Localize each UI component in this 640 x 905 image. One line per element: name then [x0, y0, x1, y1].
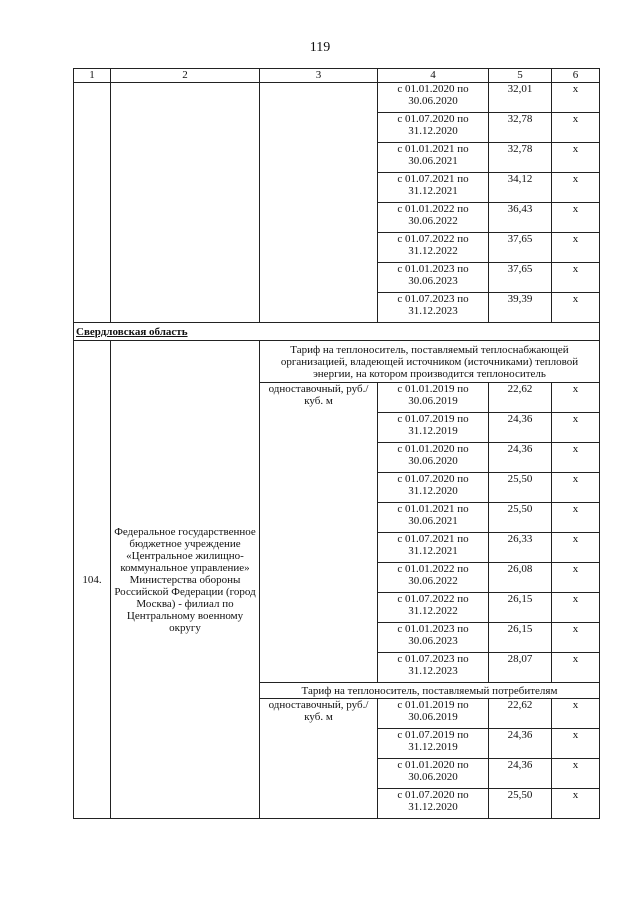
- entry-number: 104.: [74, 341, 111, 819]
- period-cell: с 01.01.2022 по 30.06.2022: [378, 203, 489, 233]
- value-cell: 26,33: [489, 533, 552, 563]
- value-cell: 24,36: [489, 413, 552, 443]
- period-cell: с 01.07.2020 по 31.12.2020: [378, 473, 489, 503]
- mark-cell: х: [552, 83, 600, 113]
- value-cell: 26,15: [489, 593, 552, 623]
- column-header: 5: [489, 69, 552, 83]
- period-cell: с 01.01.2019 по 30.06.2019: [378, 699, 489, 729]
- tariff-title: Тариф на теплоноситель, поставляемый теплоснабжающей организацией, владеющей источником (источниками) тепловой энергии, на котором производится теплоноситель: [260, 341, 600, 383]
- header-row: [74, 69, 600, 83]
- mark-cell: х: [552, 473, 600, 503]
- page-number: 119: [309, 40, 331, 55]
- value-cell: 28,07: [489, 653, 552, 683]
- value-cell: 39,39: [489, 293, 552, 323]
- period-cell: с 01.07.2019 по 31.12.2019: [378, 413, 489, 443]
- mark-cell: х: [552, 623, 600, 653]
- mark-cell: х: [552, 593, 600, 623]
- period-cell: с 01.07.2020 по 31.12.2020: [378, 789, 489, 819]
- column-header: 3: [260, 69, 378, 83]
- type-cell: [260, 83, 378, 323]
- mark-cell: х: [552, 293, 600, 323]
- period-cell: с 01.07.2021 по 31.12.2021: [378, 173, 489, 203]
- value-cell: 24,36: [489, 443, 552, 473]
- value-cell: 26,08: [489, 563, 552, 593]
- mark-cell: х: [552, 413, 600, 443]
- mark-cell: х: [552, 563, 600, 593]
- region-name: Свердловская область: [76, 325, 188, 338]
- column-header: 4: [378, 69, 489, 83]
- mark-cell: х: [552, 653, 600, 683]
- value-cell: 25,50: [489, 503, 552, 533]
- value-cell: 37,65: [489, 263, 552, 293]
- period-cell: с 01.07.2020 по 31.12.2020: [378, 113, 489, 143]
- period-cell: с 01.07.2023 по 31.12.2023: [378, 293, 489, 323]
- number-cell: [74, 83, 111, 323]
- mark-cell: х: [552, 789, 600, 819]
- mark-cell: х: [552, 173, 600, 203]
- tariff-type: одноставочный, руб./куб. м: [260, 383, 378, 683]
- mark-cell: х: [552, 143, 600, 173]
- region-cell: [74, 323, 600, 341]
- value-cell: 36,43: [489, 203, 552, 233]
- period-cell: с 01.07.2019 по 31.12.2019: [378, 729, 489, 759]
- mark-cell: х: [552, 203, 600, 233]
- value-cell: 32,78: [489, 113, 552, 143]
- period-cell: с 01.07.2023 по 31.12.2023: [378, 653, 489, 683]
- mark-cell: х: [552, 263, 600, 293]
- period-cell: с 01.07.2021 по 31.12.2021: [378, 533, 489, 563]
- mark-cell: х: [552, 533, 600, 563]
- period-cell: с 01.01.2019 по 30.06.2019: [378, 383, 489, 413]
- mark-cell: х: [552, 113, 600, 143]
- value-cell: 22,62: [489, 699, 552, 729]
- period-cell: с 01.01.2021 по 30.06.2021: [378, 143, 489, 173]
- value-cell: 32,78: [489, 143, 552, 173]
- value-cell: 26,15: [489, 623, 552, 653]
- mark-cell: х: [552, 233, 600, 263]
- organization-cell: [111, 83, 260, 323]
- period-cell: с 01.01.2020 по 30.06.2020: [378, 443, 489, 473]
- mark-cell: х: [552, 699, 600, 729]
- value-cell: 34,12: [489, 173, 552, 203]
- period-cell: с 01.01.2023 по 30.06.2023: [378, 263, 489, 293]
- region-row: [74, 323, 600, 341]
- mark-cell: х: [552, 729, 600, 759]
- tariff-title-row: [74, 341, 600, 383]
- value-cell: 32,01: [489, 83, 552, 113]
- period-cell: с 01.01.2020 по 30.06.2020: [378, 83, 489, 113]
- mark-cell: х: [552, 759, 600, 789]
- mark-cell: х: [552, 503, 600, 533]
- value-cell: 22,62: [489, 383, 552, 413]
- tariff-title: Тариф на теплоноситель, поставляемый потребителям: [260, 683, 600, 699]
- period-cell: с 01.01.2023 по 30.06.2023: [378, 623, 489, 653]
- value-cell: 37,65: [489, 233, 552, 263]
- period-cell: с 01.01.2021 по 30.06.2021: [378, 503, 489, 533]
- period-cell: с 01.07.2022 по 31.12.2022: [378, 593, 489, 623]
- value-cell: 24,36: [489, 729, 552, 759]
- table-row: [74, 83, 600, 113]
- column-header: 1: [74, 69, 111, 83]
- period-cell: с 01.07.2022 по 31.12.2022: [378, 233, 489, 263]
- tariff-type: одноставочный, руб./куб. м: [260, 699, 378, 819]
- tariff-table: [73, 68, 600, 819]
- value-cell: 25,50: [489, 473, 552, 503]
- period-cell: с 01.01.2022 по 30.06.2022: [378, 563, 489, 593]
- mark-cell: х: [552, 383, 600, 413]
- column-header: 2: [111, 69, 260, 83]
- value-cell: 24,36: [489, 759, 552, 789]
- period-cell: с 01.01.2020 по 30.06.2020: [378, 759, 489, 789]
- organization-name: Федеральное государственное бюджетное учреждение «Центральное жилищно-коммунальное управление» Министерства обороны Российской Федерации (город Москва) - филиал по Центральному военному округу: [111, 341, 260, 819]
- value-cell: 25,50: [489, 789, 552, 819]
- mark-cell: х: [552, 443, 600, 473]
- column-header: 6: [552, 69, 600, 83]
